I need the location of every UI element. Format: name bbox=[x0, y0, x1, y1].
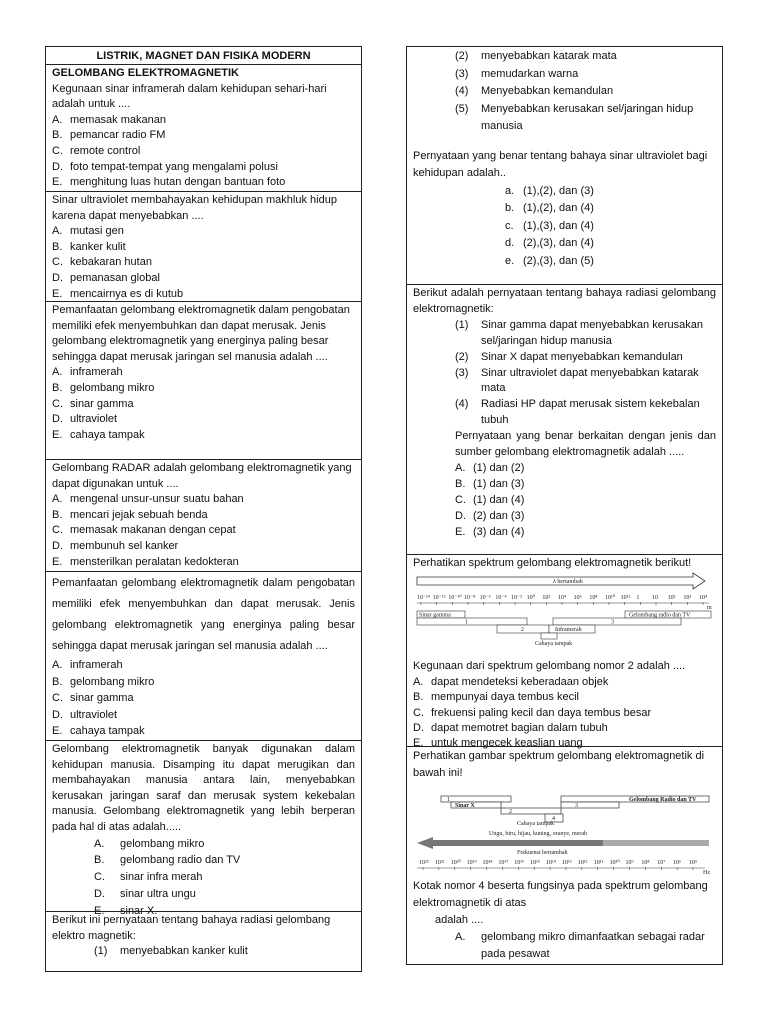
option-key: D. bbox=[94, 887, 105, 900]
option-item bbox=[413, 675, 716, 690]
option-key: A. bbox=[52, 659, 63, 671]
option-item bbox=[52, 113, 355, 129]
option-key: A. bbox=[52, 113, 63, 126]
option-item bbox=[52, 381, 355, 397]
option-key: C. bbox=[52, 256, 63, 269]
option-key: D. bbox=[52, 708, 63, 721]
option-text: mutasi gen bbox=[70, 225, 124, 238]
question-2-options bbox=[52, 224, 355, 302]
option-text: (1) dan (3) bbox=[473, 477, 525, 490]
tick-label: 10⁰ bbox=[526, 595, 536, 602]
tick-labels bbox=[419, 859, 697, 870]
tick-label: 10¹⁷ bbox=[498, 860, 509, 866]
option-item bbox=[52, 523, 355, 539]
option-item bbox=[413, 706, 716, 721]
statement-text: menyebabkan kanker kulit bbox=[120, 945, 248, 958]
option-key: (4) bbox=[455, 398, 469, 411]
option-key: B. bbox=[52, 129, 63, 142]
question-3-stem: Pemanfaatan gelombang elektromagnetik dalam pengobatan memiliki efek menyembuhkan dan dapat merusak. Jenis gelombang elektromagnetik yang energinya paling besar sehingga dapat merusak jaringan sel manusia adalah .... bbox=[52, 304, 350, 363]
option-key: C. bbox=[413, 706, 424, 719]
box-1 bbox=[417, 618, 527, 625]
option-key: B. bbox=[94, 854, 105, 867]
option-item bbox=[413, 101, 716, 136]
option-text: menyebabkan katarak mata bbox=[481, 50, 617, 62]
question-8-options bbox=[413, 461, 716, 541]
question-10-stem: Perhatikan gambar spektrum gelombang elektromagnetik di bawah ini! bbox=[413, 750, 705, 779]
option-key: (4) bbox=[455, 85, 469, 97]
label-cahaya: Cahaya tampak bbox=[535, 641, 573, 648]
option-item bbox=[52, 365, 355, 381]
option-item bbox=[413, 366, 716, 398]
tick-label: 10²⁰ bbox=[450, 860, 461, 866]
option-item bbox=[455, 461, 716, 477]
question-7-stem: Berikut ini pernyataan tentang bahaya radiasi gelombang elektro magnetik: bbox=[52, 914, 331, 942]
question-1-stem: Kegunaan sinar inframerah dalam kehidupan sehari-hari adalah untuk .... bbox=[52, 82, 327, 111]
tick-label: 10⁸ bbox=[641, 860, 650, 866]
box-1 bbox=[441, 796, 511, 802]
option-key: (3) bbox=[455, 67, 469, 80]
option-text: Menyebabkan kemandulan bbox=[481, 85, 614, 97]
tick-label: 10¹² bbox=[620, 595, 631, 602]
option-key: a. bbox=[505, 184, 515, 197]
option-key: A. bbox=[455, 931, 466, 943]
option-text: (1),(2), dan (3) bbox=[523, 184, 594, 197]
option-text: untuk mengecek keaslian uang bbox=[431, 737, 583, 750]
option-text: menghitung luas hutan dengan bantuan foto bbox=[70, 176, 286, 189]
tick-label: 10⁴ bbox=[558, 595, 567, 602]
option-text: sinar X. bbox=[120, 904, 158, 917]
option-text: foto tempat-tempat yang mengalami polusi bbox=[70, 160, 278, 173]
option-text: (2) dan (3) bbox=[473, 509, 525, 522]
option-item bbox=[52, 508, 355, 524]
option-text: dapat mendeteksi keberadaan objek bbox=[431, 675, 609, 688]
option-key: e. bbox=[505, 254, 515, 267]
tick-label: 10⁶ bbox=[673, 860, 682, 866]
question-7-continued bbox=[407, 48, 722, 284]
option-text: frekuensi paling kecil dan daya tembus besar bbox=[431, 706, 652, 719]
question-9-stem: Perhatikan spektrum gelombang elektromagnetik berikut! bbox=[413, 557, 692, 569]
option-text: inframerah bbox=[70, 366, 123, 379]
tick-label: 10²³ bbox=[419, 860, 429, 866]
option-item bbox=[52, 707, 355, 724]
option-text: (2),(3), dan (4) bbox=[523, 237, 594, 249]
option-text: (1) dan (4) bbox=[473, 493, 525, 506]
option-item bbox=[52, 175, 355, 191]
question-1-options bbox=[52, 113, 355, 191]
tick-label: 10⁻² bbox=[511, 595, 522, 602]
option-item bbox=[455, 525, 716, 541]
question-8-question: Pernyataan yang benar berkaitan dengan jenis dan sumber gelombang elektromagnetik adalah ..... bbox=[455, 430, 716, 459]
option-text: mencari jejak sebuah benda bbox=[70, 508, 208, 521]
tick-label: 10¹² bbox=[577, 860, 588, 866]
option-item bbox=[413, 48, 716, 66]
tick-label: 10⁴ bbox=[699, 595, 708, 602]
box-3 bbox=[553, 618, 681, 625]
question-5 bbox=[46, 571, 361, 741]
question-3 bbox=[46, 301, 361, 459]
tick-label: 10¹⁸ bbox=[482, 860, 493, 866]
option-text: Sinar gamma dapat menyebabkan kerusakan sel/jaringan hidup manusia bbox=[481, 318, 703, 347]
option-key: D. bbox=[52, 539, 63, 552]
option-item bbox=[413, 929, 716, 963]
option-text: (1) dan (2) bbox=[473, 461, 525, 474]
option-key: C. bbox=[94, 871, 105, 884]
option-item bbox=[52, 287, 355, 303]
option-key: D. bbox=[413, 722, 424, 735]
question-8-stem: Berikut adalah pernyataan tentang bahaya radiasi gelombang elektromagnetik: bbox=[413, 287, 716, 315]
box-3-number: 3 bbox=[611, 619, 614, 626]
option-item bbox=[413, 183, 716, 201]
option-key: A. bbox=[455, 461, 466, 474]
option-text: sinar gamma bbox=[70, 397, 134, 410]
option-key: E. bbox=[52, 176, 63, 189]
option-text: memasak makanan dengan cepat bbox=[70, 524, 236, 537]
option-item bbox=[413, 83, 716, 101]
option-key: c. bbox=[505, 219, 514, 232]
option-item bbox=[52, 412, 355, 428]
option-text: gelombang radio dan TV bbox=[120, 854, 241, 867]
option-item bbox=[52, 428, 355, 444]
option-text: mencairnya es di kutub bbox=[70, 287, 184, 300]
option-key: E. bbox=[52, 555, 63, 568]
tick-label: 10¹⁴ bbox=[546, 860, 556, 866]
option-item bbox=[52, 555, 355, 571]
option-item bbox=[52, 657, 355, 674]
option-text: Sinar ultraviolet dapat menyebabkan katarak mata bbox=[481, 366, 699, 395]
question-7-question: Pernyataan yang benar tentang bahaya sinar ultraviolet bagi kehidupan adalah.. bbox=[413, 149, 708, 179]
option-text: pemanasan global bbox=[70, 271, 160, 284]
question-9-question: Kegunaan dari spektrum gelombang nomor 2 adalah .... bbox=[413, 660, 686, 673]
option-key: C. bbox=[455, 493, 466, 506]
option-item bbox=[413, 200, 716, 218]
spectrum-figure-1 bbox=[413, 571, 713, 659]
tick-label: 10¹⁰ bbox=[609, 860, 620, 866]
option-item bbox=[413, 235, 716, 253]
question-10-question-cont: adalah .... bbox=[435, 914, 484, 926]
statement-number: (1) bbox=[94, 945, 108, 958]
option-text: mensterilkan peralatan kedokteran bbox=[70, 555, 239, 568]
tick-label: 10⁻⁸ bbox=[464, 595, 476, 602]
option-item bbox=[413, 318, 716, 350]
freq-arrow-light bbox=[603, 840, 709, 846]
tick-label: 10² bbox=[542, 595, 551, 602]
option-text: ultraviolet bbox=[70, 708, 118, 721]
option-text: (3) dan (4) bbox=[473, 525, 525, 538]
label-sinarx: Sinar X bbox=[455, 803, 475, 809]
option-key: d. bbox=[505, 237, 515, 249]
question-7-answers bbox=[413, 183, 716, 271]
question-10 bbox=[407, 746, 722, 964]
option-text: sinar infra merah bbox=[120, 871, 203, 884]
label-gamma: Sinar gamma bbox=[419, 612, 451, 619]
option-key: A. bbox=[52, 225, 63, 238]
option-text: (1),(3), dan (4) bbox=[523, 219, 594, 232]
option-text: inframerah bbox=[70, 659, 123, 671]
question-4-stem: Gelombang RADAR adalah gelombang elektromagnetik yang dapat digunakan untuk .... bbox=[52, 462, 352, 490]
section-subtitle: GELOMBANG ELEKTROMAGNETIK bbox=[52, 67, 239, 79]
option-text: ultraviolet bbox=[70, 413, 118, 426]
tick-label: 10⁶ bbox=[573, 595, 582, 602]
option-key: E. bbox=[94, 904, 105, 917]
tick-label: 10⁻¹⁴ bbox=[417, 595, 431, 602]
option-text: Menyebabkan kerusakan sel/jaringan hidup manusia bbox=[481, 102, 694, 132]
spectrum-diagram-1 bbox=[413, 571, 713, 659]
option-text: membunuh sel kanker bbox=[70, 539, 179, 552]
option-item bbox=[52, 869, 355, 886]
tick-label: 10¹⁰ bbox=[605, 595, 616, 602]
option-item bbox=[52, 397, 355, 413]
question-9 bbox=[407, 554, 722, 750]
option-text: dapat memotret bagian dalam tubuh bbox=[431, 722, 608, 735]
tick-label: 10⁻⁶ bbox=[479, 595, 491, 602]
option-item bbox=[413, 721, 716, 736]
question-9-options bbox=[413, 675, 716, 752]
left-column bbox=[45, 46, 362, 972]
option-text: remote control bbox=[70, 144, 141, 157]
box-1-number: 1 bbox=[465, 619, 468, 626]
option-key: (1) bbox=[455, 318, 469, 331]
option-text: gelombang mikro bbox=[120, 837, 205, 850]
question-10-question: Kotak nomor 4 beserta fungsinya pada spektrum gelombang elektromagnetik di atas bbox=[413, 880, 708, 909]
tick-label: 10⁸ bbox=[589, 595, 598, 602]
option-key: C. bbox=[52, 524, 63, 537]
option-item bbox=[413, 253, 716, 271]
option-item bbox=[52, 886, 355, 903]
statement-list bbox=[413, 318, 716, 429]
option-item bbox=[52, 539, 355, 555]
question-4-options bbox=[52, 492, 355, 570]
label-radio: Gelombang radio dan TV bbox=[629, 612, 691, 619]
option-item bbox=[455, 477, 716, 493]
option-text: sinar gamma bbox=[70, 692, 134, 704]
option-item bbox=[413, 66, 716, 84]
label-cahaya: Cahaya tampak bbox=[517, 821, 555, 827]
option-key: C. bbox=[52, 692, 63, 704]
unit-label: Hz bbox=[703, 870, 710, 876]
option-item bbox=[52, 852, 355, 869]
option-key: C. bbox=[52, 397, 63, 410]
option-key: (3) bbox=[455, 366, 469, 379]
option-key: b. bbox=[505, 202, 515, 214]
option-text: gelombang mikro bbox=[70, 675, 155, 688]
option-key: A. bbox=[413, 675, 424, 688]
box-2-number: 2 bbox=[521, 627, 524, 634]
unit-label: m bbox=[707, 605, 712, 612]
tick-label: 10¹³ bbox=[561, 860, 572, 866]
option-key: B. bbox=[52, 675, 63, 688]
option-key: B. bbox=[52, 240, 63, 253]
option-text: Radiasi HP dapat merusak sistem kekebalan tubuh bbox=[481, 398, 700, 427]
question-7 bbox=[46, 911, 361, 971]
option-text: memasak makanan bbox=[70, 113, 166, 126]
tick-label: 10¹⁶ bbox=[514, 860, 525, 866]
question-5-options bbox=[52, 657, 355, 740]
option-key: D. bbox=[52, 413, 63, 426]
question-8 bbox=[407, 284, 722, 554]
option-item bbox=[52, 160, 355, 176]
option-item bbox=[413, 218, 716, 236]
option-item bbox=[413, 397, 716, 429]
question-5-stem: Pemanfaatan gelombang elektromagnetik dalam pengobatan memiliki efek menyembuhkan dan dapat merusak. Jenis gelombang elektromagnetik yang energinya paling besar sehingga dapat merusak jaringan sel manusia adalah .... bbox=[52, 577, 355, 652]
tick-label: 10⁹ bbox=[625, 860, 634, 866]
option-item bbox=[52, 674, 355, 691]
tick-label: 10⁷ bbox=[657, 860, 666, 866]
page-title: LISTRIK, MAGNET DAN FISIKA MODERN bbox=[96, 50, 311, 62]
tick-label: 10 bbox=[652, 595, 658, 602]
spectrum-diagram-2 bbox=[413, 782, 713, 878]
option-key: A. bbox=[94, 837, 105, 850]
tick-label: 10¹⁹ bbox=[466, 860, 477, 866]
tick-label: 10² bbox=[667, 595, 676, 602]
question-6 bbox=[46, 740, 361, 917]
option-key: B. bbox=[455, 477, 466, 490]
option-text: cahaya tampak bbox=[70, 428, 145, 441]
option-item bbox=[52, 224, 355, 240]
box-cahaya bbox=[541, 633, 557, 639]
option-key: (5) bbox=[455, 102, 469, 115]
option-item bbox=[52, 128, 355, 144]
box-1-number: 1 bbox=[447, 797, 450, 803]
option-text: mengenal unsur-unsur suatu bahan bbox=[70, 493, 244, 506]
question-3-options bbox=[52, 365, 355, 443]
option-key: E. bbox=[52, 287, 63, 300]
option-text: (1),(2), dan (4) bbox=[523, 202, 594, 214]
option-item bbox=[52, 271, 355, 287]
tick-label: 10²¹ bbox=[434, 860, 445, 866]
option-key: E. bbox=[413, 737, 424, 750]
option-item bbox=[52, 836, 355, 853]
option-key: B. bbox=[52, 381, 63, 394]
question-2-stem: Sinar ultraviolet membahayakan kehidupan makhluk hidup karena dapat menyebabkan .... bbox=[52, 194, 337, 222]
right-column bbox=[406, 46, 723, 965]
option-key: A. bbox=[52, 366, 63, 379]
label-radio: Gelombang Radio dan TV bbox=[629, 797, 697, 803]
tick-label: 10⁻¹² bbox=[432, 595, 446, 602]
option-text: gelombang mikro dimanfaatkan sebagai radar pada pesawat bbox=[481, 931, 705, 960]
statement-list bbox=[413, 48, 716, 136]
option-item bbox=[413, 690, 716, 705]
tick-label: 10⁵ bbox=[689, 860, 698, 866]
box-3 bbox=[561, 802, 619, 808]
tick-label: 1 bbox=[636, 595, 640, 602]
option-text: kebakaran hutan bbox=[70, 256, 152, 269]
option-text: gelombang mikro bbox=[70, 381, 155, 394]
statement-item bbox=[52, 944, 355, 960]
option-key: B. bbox=[413, 691, 424, 704]
tick-label: 10⁻⁴ bbox=[495, 595, 507, 602]
tick-labels bbox=[417, 594, 707, 605]
option-text: kanker kulit bbox=[70, 240, 126, 253]
option-text: (2),(3), dan (5) bbox=[523, 254, 594, 267]
option-item bbox=[52, 255, 355, 271]
question-2 bbox=[46, 191, 361, 301]
option-key: B. bbox=[52, 508, 63, 521]
label-freq: Frekuensi bertambah bbox=[517, 850, 568, 856]
option-item bbox=[52, 690, 355, 707]
option-key: D. bbox=[52, 271, 63, 284]
label-infra: Inframerah bbox=[555, 627, 582, 634]
question-6-options bbox=[52, 836, 355, 920]
option-text: Sinar X dapat menyebabkan kemandulan bbox=[481, 350, 683, 363]
tick-label: 10¹¹ bbox=[593, 860, 604, 866]
tick-label: 10¹⁵ bbox=[530, 860, 541, 866]
option-text: mempunyai daya tembus kecil bbox=[431, 691, 579, 704]
option-item bbox=[455, 509, 716, 525]
option-item bbox=[52, 492, 355, 508]
option-text: sinar ultra ungu bbox=[120, 887, 196, 900]
question-10-options bbox=[413, 929, 716, 963]
option-key: A. bbox=[52, 493, 63, 506]
question-4 bbox=[46, 459, 361, 571]
option-key: D. bbox=[455, 509, 466, 522]
option-text: cahaya tampak bbox=[70, 725, 145, 737]
box-3-number: 3 bbox=[575, 803, 578, 809]
tick-label: 10³ bbox=[683, 595, 692, 602]
option-item bbox=[413, 350, 716, 366]
option-key: C. bbox=[52, 144, 63, 157]
label-colors: Ungu, biru, hijau, kuning, oranye, merah bbox=[489, 831, 587, 837]
box-2-number: 2 bbox=[509, 809, 512, 815]
box-4-number: 4 bbox=[552, 816, 555, 822]
arrow-label: λ bertambah bbox=[553, 579, 583, 586]
tick-label: 10⁻¹⁰ bbox=[448, 595, 462, 602]
option-text: pemancar radio FM bbox=[70, 129, 166, 142]
spectrum-figure-2 bbox=[413, 782, 713, 878]
option-key: E. bbox=[52, 725, 63, 737]
question-6-stem: Gelombang elektromagnetik banyak digunakan dalam kehidupan manusia. Disamping itu dapat merugikan dan membahayakan manusia antara lain, menyebabkan kerusakan jaringan saraf dan merusak system kekebalan manusia. Gelombang elektromagnetik yang lebih berperan pada hal di atas adalah..... bbox=[52, 743, 355, 833]
option-key: E. bbox=[455, 525, 466, 538]
option-key: (2) bbox=[455, 350, 469, 363]
option-key: (2) bbox=[455, 50, 469, 62]
option-item bbox=[52, 240, 355, 256]
option-key: E. bbox=[52, 428, 63, 441]
option-item bbox=[52, 723, 355, 740]
option-key: D. bbox=[52, 160, 63, 173]
option-item bbox=[455, 493, 716, 509]
option-text: memudarkan warna bbox=[481, 67, 579, 80]
option-item bbox=[52, 144, 355, 160]
question-1 bbox=[46, 64, 361, 194]
